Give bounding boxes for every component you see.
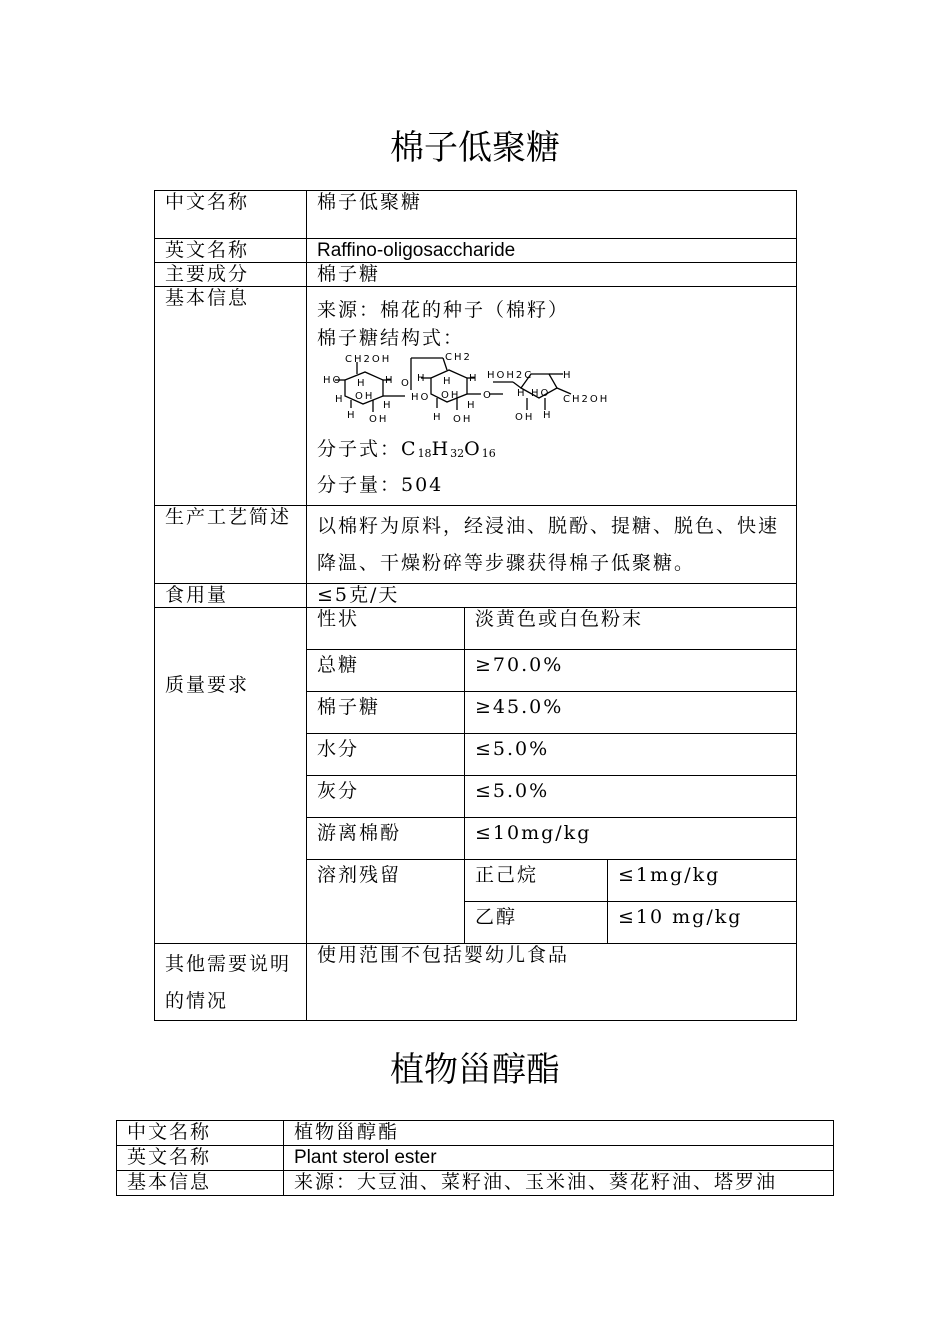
q-value-1: ≥70.0% xyxy=(465,650,797,692)
raffinose-structure-diagram xyxy=(317,352,627,434)
main-component-label: 主要成分 xyxy=(155,263,307,287)
s-h-b3: H xyxy=(469,373,479,384)
q-name-5: 游离棉酚 xyxy=(307,818,465,860)
s-oh-a2: OH xyxy=(369,414,389,425)
s2-basic-info-value: 来源：大豆油、菜籽油、玉米油、葵花籽油、塔罗油 xyxy=(284,1171,834,1196)
s-h-a2: H xyxy=(385,375,395,386)
s-oh-a: OH xyxy=(355,391,375,402)
mw-text: 分子量：504 xyxy=(317,474,444,496)
solvent-name-1: 乙醇 xyxy=(465,902,608,944)
section2-title: 植物甾醇酯 xyxy=(390,1050,560,1090)
s-ch2oh-c: CH2OH xyxy=(563,394,610,405)
structure-label: 棉子糖结构式： xyxy=(317,327,465,349)
cn-name-label: 中文名称 xyxy=(155,191,307,239)
s2-cn-name-label: 中文名称 xyxy=(117,1121,284,1146)
s-h-a1: H xyxy=(357,378,367,389)
s-oh-c: OH xyxy=(515,412,535,423)
s-h-a5: H xyxy=(383,400,393,411)
dosage-value: ≤5克/天 xyxy=(307,584,797,608)
sterol-ester-spec-table xyxy=(116,1120,834,1196)
q-name-0: 性状 xyxy=(307,608,465,650)
q-name-2: 棉子糖 xyxy=(307,692,465,734)
q-value-0: 淡黄色或白色粉末 xyxy=(465,608,797,650)
s-oh-b: OH xyxy=(441,390,461,401)
cn-name-value: 棉子低聚糖 xyxy=(307,191,797,239)
basic-info-label: 基本信息 xyxy=(155,287,307,506)
en-name-label: 英文名称 xyxy=(155,239,307,263)
q-value-3: ≤5.0% xyxy=(465,734,797,776)
s-h-b1: H xyxy=(417,373,427,384)
s-h-a4: H xyxy=(347,410,357,421)
s-ho-a: HO xyxy=(323,375,343,386)
quality-label: 质量要求 xyxy=(155,608,307,944)
en-name-value: Raffino-oligosaccharide xyxy=(307,239,797,263)
solvent-value-1: ≤10 mg/kg xyxy=(608,902,797,944)
s-h-b5: H xyxy=(433,412,443,423)
s-ch2: CH2 xyxy=(445,352,472,363)
solvent-value-0: ≤1mg/kg xyxy=(608,860,797,902)
s-h-b4: H xyxy=(467,400,477,411)
other-value: 使用范围不包括婴幼儿食品 xyxy=(307,944,797,1021)
q-value-4: ≤5.0% xyxy=(465,776,797,818)
s-h-c2: H xyxy=(517,388,527,399)
q-name-3: 水分 xyxy=(307,734,465,776)
s-hoh2c: HOH2C xyxy=(487,370,534,381)
s-h-c1: H xyxy=(563,370,573,381)
process-value: 以棉籽为原料，经浸油、脱酚、提糖、脱色、快速降温、干燥粉碎等步骤获得棉子低聚糖。 xyxy=(307,506,797,584)
s-h-b2: H xyxy=(443,376,453,387)
s-oh-b2: OH xyxy=(453,414,473,425)
q-name-1: 总糖 xyxy=(307,650,465,692)
s-ho-c: HO xyxy=(531,388,551,399)
q-value-2: ≥45.0% xyxy=(465,692,797,734)
s-ch2oh-a: CH2OH xyxy=(345,354,392,365)
s-o-link2: O xyxy=(483,390,493,401)
q-value-5: ≤10mg/kg xyxy=(465,818,797,860)
s2-en-name-label: 英文名称 xyxy=(117,1146,284,1171)
q-name-4: 灰分 xyxy=(307,776,465,818)
s-ho-b: HO xyxy=(411,392,431,403)
main-component-value: 棉子糖 xyxy=(307,263,797,287)
process-label: 生产工艺简述 xyxy=(155,506,307,584)
s2-cn-name-value: 植物甾醇酯 xyxy=(284,1121,834,1146)
solvent-name-0: 正己烷 xyxy=(465,860,608,902)
s-o-link1: O xyxy=(401,378,411,389)
s2-en-name-value: Plant sterol ester xyxy=(284,1146,834,1171)
s2-basic-info-label: 基本信息 xyxy=(117,1171,284,1196)
basic-info-cell xyxy=(307,287,797,506)
formula-text: 分子式：$C_{18}H_{32}O_{16}$ xyxy=(317,438,496,460)
other-label: 其他需要说明的情况 xyxy=(155,944,307,1021)
s-h-c3: H xyxy=(543,410,553,421)
raffinose-spec-table xyxy=(154,190,797,1021)
solvent-label: 溶剂残留 xyxy=(307,860,465,944)
dosage-label: 食用量 xyxy=(155,584,307,608)
section1-title: 棉子低聚糖 xyxy=(390,128,560,168)
s-h-a3: H xyxy=(335,394,345,405)
source-text: 来源：棉花的种子（棉籽） xyxy=(317,299,570,321)
